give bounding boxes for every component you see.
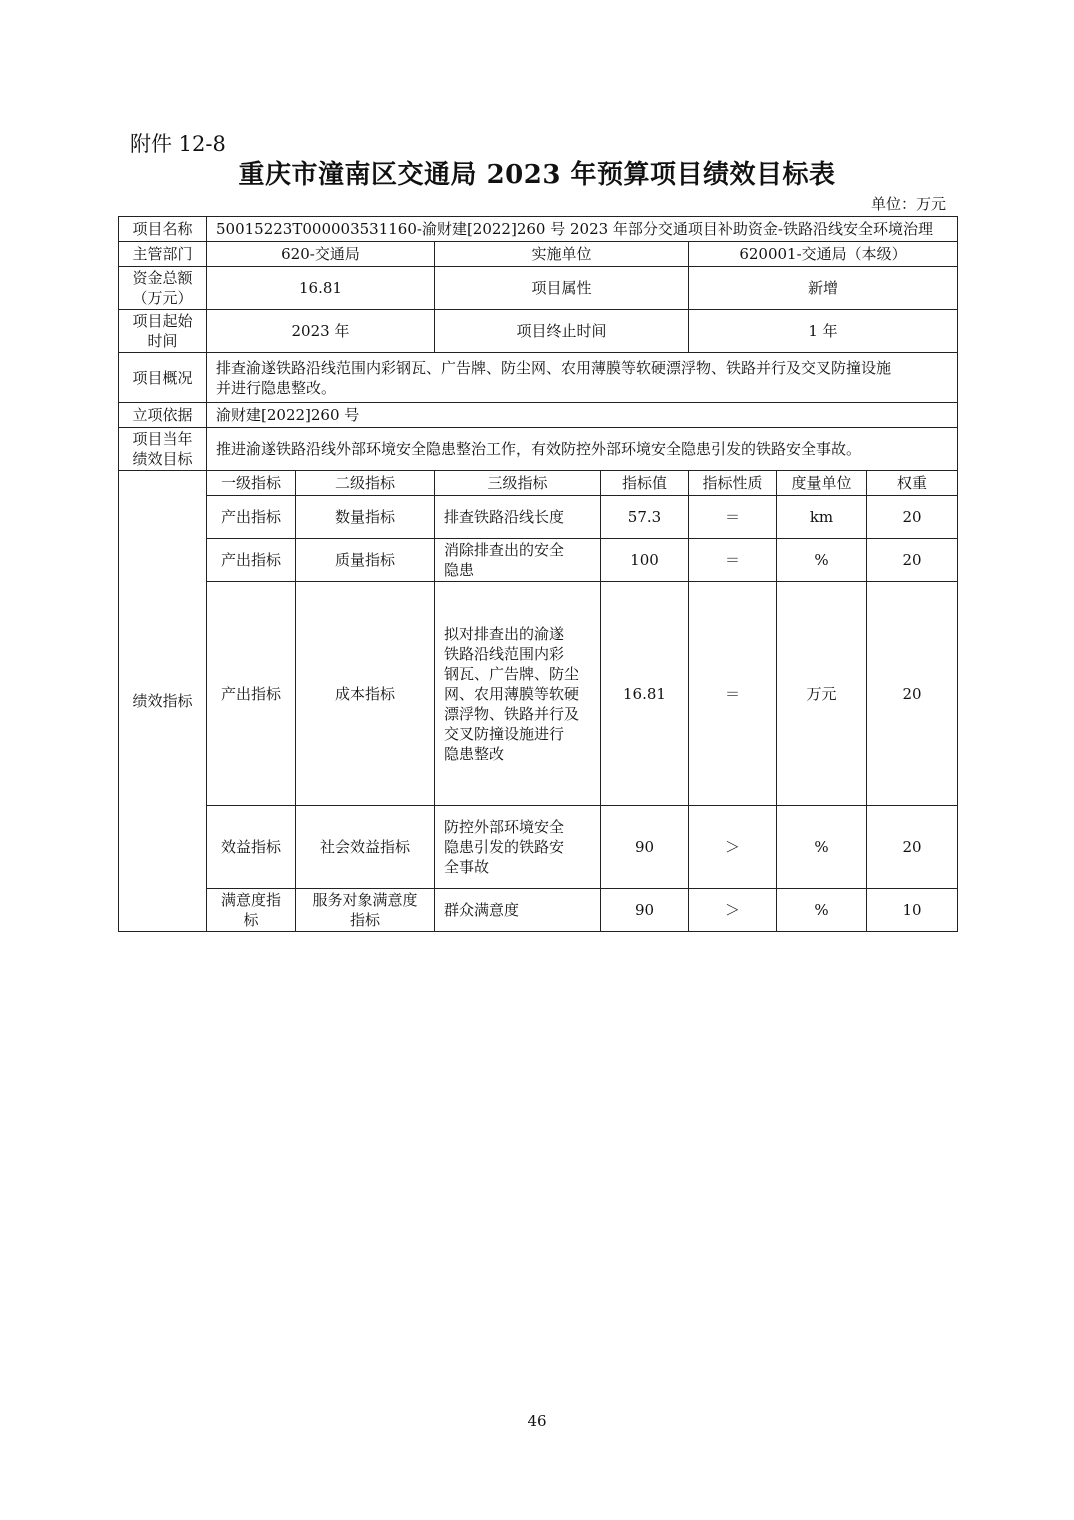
row-value: 57.3	[601, 496, 689, 539]
row-l3-line: 防控外部环境安全	[444, 818, 565, 836]
row-unit: %	[777, 889, 867, 932]
row-nature: ＞	[689, 889, 777, 932]
attr-label: 项目属性	[435, 267, 689, 310]
table-row	[119, 539, 958, 582]
overview-line2: 并进行隐患整改。	[216, 378, 337, 397]
row-basis	[119, 403, 958, 428]
page-title: 重庆市潼南区交通局 2023 年预算项目绩效目标表	[238, 160, 836, 190]
row-l3-line: 钢瓦、广告牌、防尘	[444, 664, 580, 683]
goal-value: 推进渝遂铁路沿线外部环境安全隐患整治工作，有效防控外部环境安全隐患引发的铁路安全事故。	[207, 428, 958, 471]
goal-label-line2: 绩效目标	[132, 450, 193, 468]
row-l2-line: 指标	[349, 911, 380, 929]
row-value: 16.81	[601, 582, 689, 806]
header-nature: 指标性质	[689, 471, 777, 496]
row-overview	[119, 353, 958, 403]
row-l3-line: 消除排查出的安全	[444, 541, 565, 559]
row-l3-line: 网、农用薄膜等软硬	[444, 684, 580, 703]
row-weight: 20	[867, 806, 958, 889]
attachment-label: 附件 12-8	[130, 132, 226, 156]
row-l3	[435, 806, 601, 889]
row-l2: 质量指标	[296, 539, 435, 582]
row-l3-line: 隐患	[444, 561, 475, 579]
attr-value: 新增	[689, 267, 958, 310]
page-number: 46	[527, 1412, 547, 1430]
end-label: 项目终止时间	[435, 310, 689, 353]
row-l3-line: 铁路沿线范围内彩	[444, 644, 565, 663]
project-name-label: 项目名称	[119, 217, 207, 242]
row-l3-line: 拟对排查出的渝遂	[444, 624, 565, 643]
goal-label	[119, 428, 207, 471]
row-l3-line: 隐患整改	[444, 744, 505, 763]
header-unit: 度量单位	[777, 471, 867, 496]
row-l3-line: 隐患引发的铁路安	[444, 838, 565, 856]
basis-label: 立项依据	[119, 403, 207, 428]
row-l1	[207, 889, 296, 932]
row-nature: ＞	[689, 806, 777, 889]
fund-value: 16.81	[207, 267, 435, 310]
start-value: 2023 年	[207, 310, 435, 353]
row-weight: 20	[867, 539, 958, 582]
overview-label: 项目概况	[119, 353, 207, 403]
overview-line1: 排查渝遂铁路沿线范围内彩钢瓦、广告牌、防尘网、农用薄膜等软硬漂浮物、铁路并行及交叉防撞设施	[216, 358, 892, 377]
row-goal	[119, 428, 958, 471]
performance-target-table	[118, 216, 958, 932]
dept-value: 620-交通局	[207, 242, 435, 267]
row-l1-line: 满意度指	[220, 891, 281, 909]
perf-header-row	[119, 471, 958, 496]
row-l3: 群众满意度	[435, 889, 601, 932]
end-value: 1 年	[689, 310, 958, 353]
row-l2	[296, 889, 435, 932]
row-l3-line: 交叉防撞设施进行	[444, 724, 565, 743]
impl-label: 实施单位	[435, 242, 689, 267]
row-l2-line: 服务对象满意度	[312, 891, 418, 909]
row-l2: 数量指标	[296, 496, 435, 539]
row-unit: %	[777, 806, 867, 889]
goal-label-line1: 项目当年	[132, 430, 193, 448]
fund-label-line1: 资金总额	[132, 269, 193, 287]
header-weight: 权重	[867, 471, 958, 496]
header-l2: 二级指标	[296, 471, 435, 496]
row-unit: 万元	[777, 582, 867, 806]
row-l2: 成本指标	[296, 582, 435, 806]
row-unit: km	[777, 496, 867, 539]
dept-label: 主管部门	[119, 242, 207, 267]
header-l3: 三级指标	[435, 471, 601, 496]
project-name-value: 50015223T000003531160-渝财建[2022]260 号 2023 年部分交通项目补助资金-铁路沿线安全环境治理	[207, 217, 958, 242]
row-value: 90	[601, 889, 689, 932]
start-label-line2: 时间	[147, 332, 178, 350]
row-l1: 产出指标	[207, 496, 296, 539]
perf-section-label: 绩效指标	[119, 471, 207, 932]
row-l3: 排查铁路沿线长度	[435, 496, 601, 539]
start-label-line1: 项目起始	[132, 312, 193, 330]
row-l3	[435, 539, 601, 582]
row-l1: 产出指标	[207, 539, 296, 582]
row-nature: ＝	[689, 539, 777, 582]
row-l3	[435, 582, 601, 806]
row-l3-line: 漂浮物、铁路并行及	[444, 704, 580, 723]
row-l1-line: 标	[243, 911, 259, 929]
row-nature: ＝	[689, 582, 777, 806]
row-unit: %	[777, 539, 867, 582]
row-nature: ＝	[689, 496, 777, 539]
header-value: 指标值	[601, 471, 689, 496]
row-value: 90	[601, 806, 689, 889]
header-l1: 一级指标	[207, 471, 296, 496]
row-weight: 10	[867, 889, 958, 932]
fund-label-line2: （万元）	[132, 289, 193, 307]
overview-value	[207, 353, 958, 403]
row-value: 100	[601, 539, 689, 582]
table-row	[119, 889, 958, 932]
table-row	[119, 806, 958, 889]
row-period	[119, 310, 958, 353]
start-label	[119, 310, 207, 353]
row-l3-line: 全事故	[444, 858, 490, 876]
table-row	[119, 496, 958, 539]
impl-value: 620001-交通局（本级）	[689, 242, 958, 267]
basis-value: 渝财建[2022]260 号	[207, 403, 958, 428]
fund-label	[119, 267, 207, 310]
row-fund	[119, 267, 958, 310]
row-l1: 产出指标	[207, 582, 296, 806]
table-row	[119, 582, 958, 806]
row-weight: 20	[867, 496, 958, 539]
row-weight: 20	[867, 582, 958, 806]
row-l2: 社会效益指标	[296, 806, 435, 889]
unit-label: 单位：万元	[870, 195, 946, 213]
row-department	[119, 242, 958, 267]
row-project-name	[119, 217, 958, 242]
row-l1: 效益指标	[207, 806, 296, 889]
